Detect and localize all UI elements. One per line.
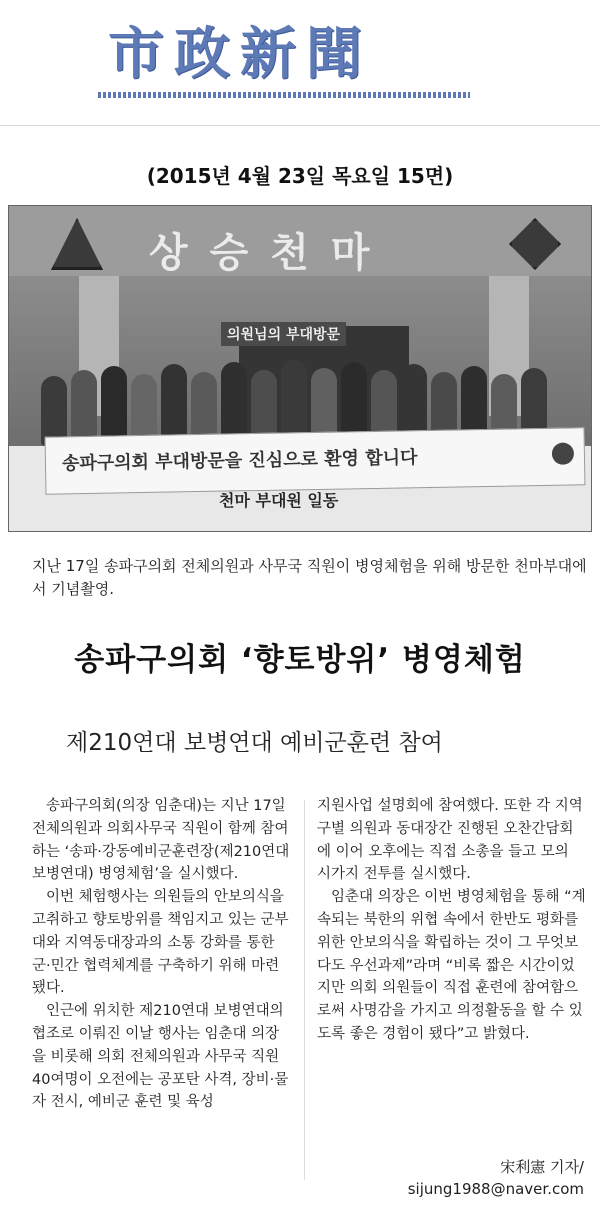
photo-caption: 지난 17일 송파구의회 전체의원과 사무국 직원이 병영체험을 위해 방문한 천마부대에서 기념촬영. — [32, 557, 587, 598]
article-paragraph: 이번 체험행사는 의원들의 안보의식을 고취하고 향토방위를 책임지고 있는 군부대와 지역동대장과의 소통 강화를 통한 군·민간 협력체계를 구축하기 위해 마련됐다. — [32, 889, 289, 997]
article-paragraph: 송파구의회(의장 임춘대)는 지난 17일 전체의원과 의회사무국 직원이 함께 참여하는 ‘송파·강동예비군훈련장(제210연대 보병연대) 병영체험’을 실시했다. — [32, 798, 290, 883]
masthead-title: 市政新聞 — [108, 21, 372, 87]
issue-date-line: (2015년 4월 23일 목요일 15면) — [146, 164, 454, 188]
article-subheadline: 제210연대 보병연대 예비군훈련 참여 — [66, 730, 443, 756]
masthead-rule — [98, 92, 470, 98]
byline — [408, 1156, 584, 1200]
banner-text: 송파구의회 부대방문을 진심으로 환영 합니다 — [61, 447, 418, 475]
masthead — [0, 0, 600, 128]
banner-signature: 천마 부대원 일동 — [219, 491, 339, 510]
hall-sign: 의원님의 부대방문 — [221, 322, 346, 346]
welcome-banner — [45, 427, 586, 494]
byline-name: 宋利憲 기자/ — [500, 1158, 584, 1176]
column-divider — [304, 800, 305, 1180]
seal-icon — [552, 442, 574, 464]
article-paragraph: 지원사업 설명회에 참여했다. 또한 각 지역구별 의원과 동대장간 진행된 오찬간담회에 이어 오후에는 직접 소총을 들고 모의 시가지 전투를 실시했다. — [317, 798, 583, 883]
article-column-left — [32, 795, 290, 1114]
article-headline: 송파구의회 ‘향토방위’ 병영체험 — [74, 642, 526, 678]
building-sign: 상승천마 — [149, 230, 392, 276]
masthead-divider — [0, 125, 600, 126]
article-paragraph: 인근에 위치한 제210연대 보병연대의 협조로 이뤄진 이날 행사는 임춘대 의장을 비롯해 의회 전체의원과 사무국 직원 40여명이 오전에는 공포탄 사격, 장비·물자 전시, 예비군 훈련 및 육성 — [32, 1003, 289, 1111]
article-column-right — [317, 795, 587, 1046]
event-photo — [8, 205, 592, 532]
byline-email: sijung1988@naver.com — [407, 1180, 584, 1198]
article-paragraph: 임춘대 의장은 이번 병영체험을 통해 “계속되는 북한의 위협 속에서 한반도 평화를 위한 안보의식을 확립하는 것이 그 무엇보다도 우선과제”라며 “비록 짧은 시간이었지만 의회 의원들이 직접 훈련에 참여함으로써 사명감을 가지고 의정활동을 할 수 있도록 좋은 경험이 됐다”고 밝혔다. — [317, 889, 586, 1042]
